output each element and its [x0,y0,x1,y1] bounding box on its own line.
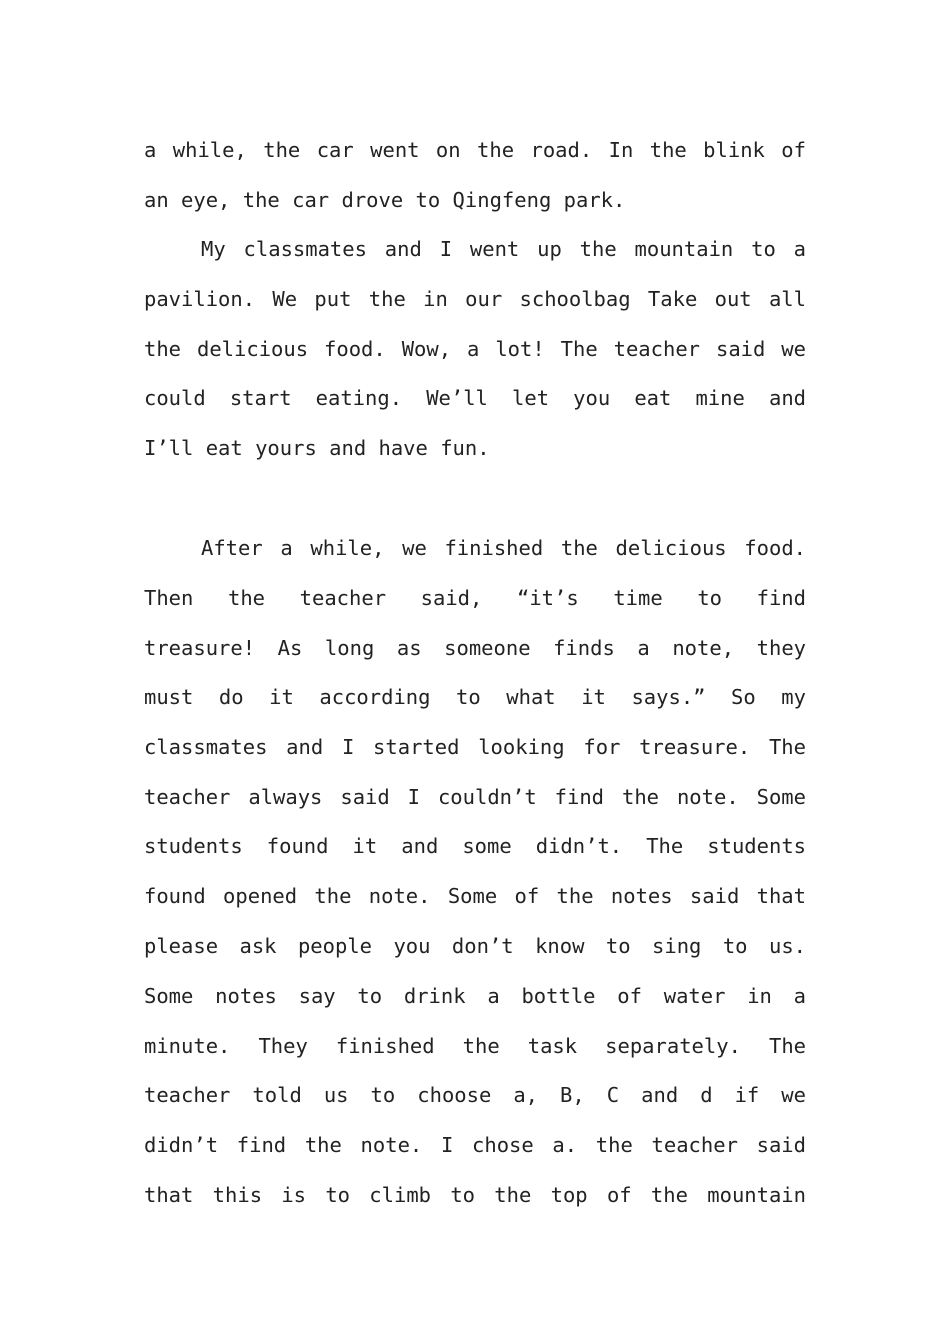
text-line: must do it according to what it says.” So my [144,685,806,709]
text-line: classmates and I started looking for treasure. The [144,735,806,759]
text-line: treasure! As long as someone finds a note, they [144,636,806,660]
text-line: could start eating. We’ll let you eat mine and [144,386,806,410]
text-line: the delicious food. Wow, a lot! The teacher said we [144,337,806,361]
text-line: that this is to climb to the top of the mountain [144,1183,806,1207]
text-line: pavilion. We put the in our schoolbag Take out all [144,287,806,311]
text-line: I’ll eat yours and have fun. [144,436,490,460]
text-line: students found it and some didn’t. The students [144,834,806,858]
text-line: minute. They finished the task separately. The [144,1034,806,1058]
text-line: an eye, the car drove to Qingfeng park. [144,188,626,212]
text-line: Some notes say to drink a bottle of water in a [144,984,806,1008]
text-line: teacher told us to choose a, B, C and d if we [144,1083,806,1107]
text-line: a while, the car went on the road. In the blink of [144,138,806,162]
text-line: After a while, we finished the delicious food. [201,536,806,560]
text-line: My classmates and I went up the mountain to a [201,237,806,261]
text-line: found opened the note. Some of the notes said that [144,884,806,908]
text-line: teacher always said I couldn’t find the note. Some [144,785,806,809]
text-line: Then the teacher said, “it’s time to find [144,586,806,610]
text-line: please ask people you don’t know to sing to us. [144,934,806,958]
text-line: didn’t find the note. I chose a. the teacher said [144,1133,806,1157]
